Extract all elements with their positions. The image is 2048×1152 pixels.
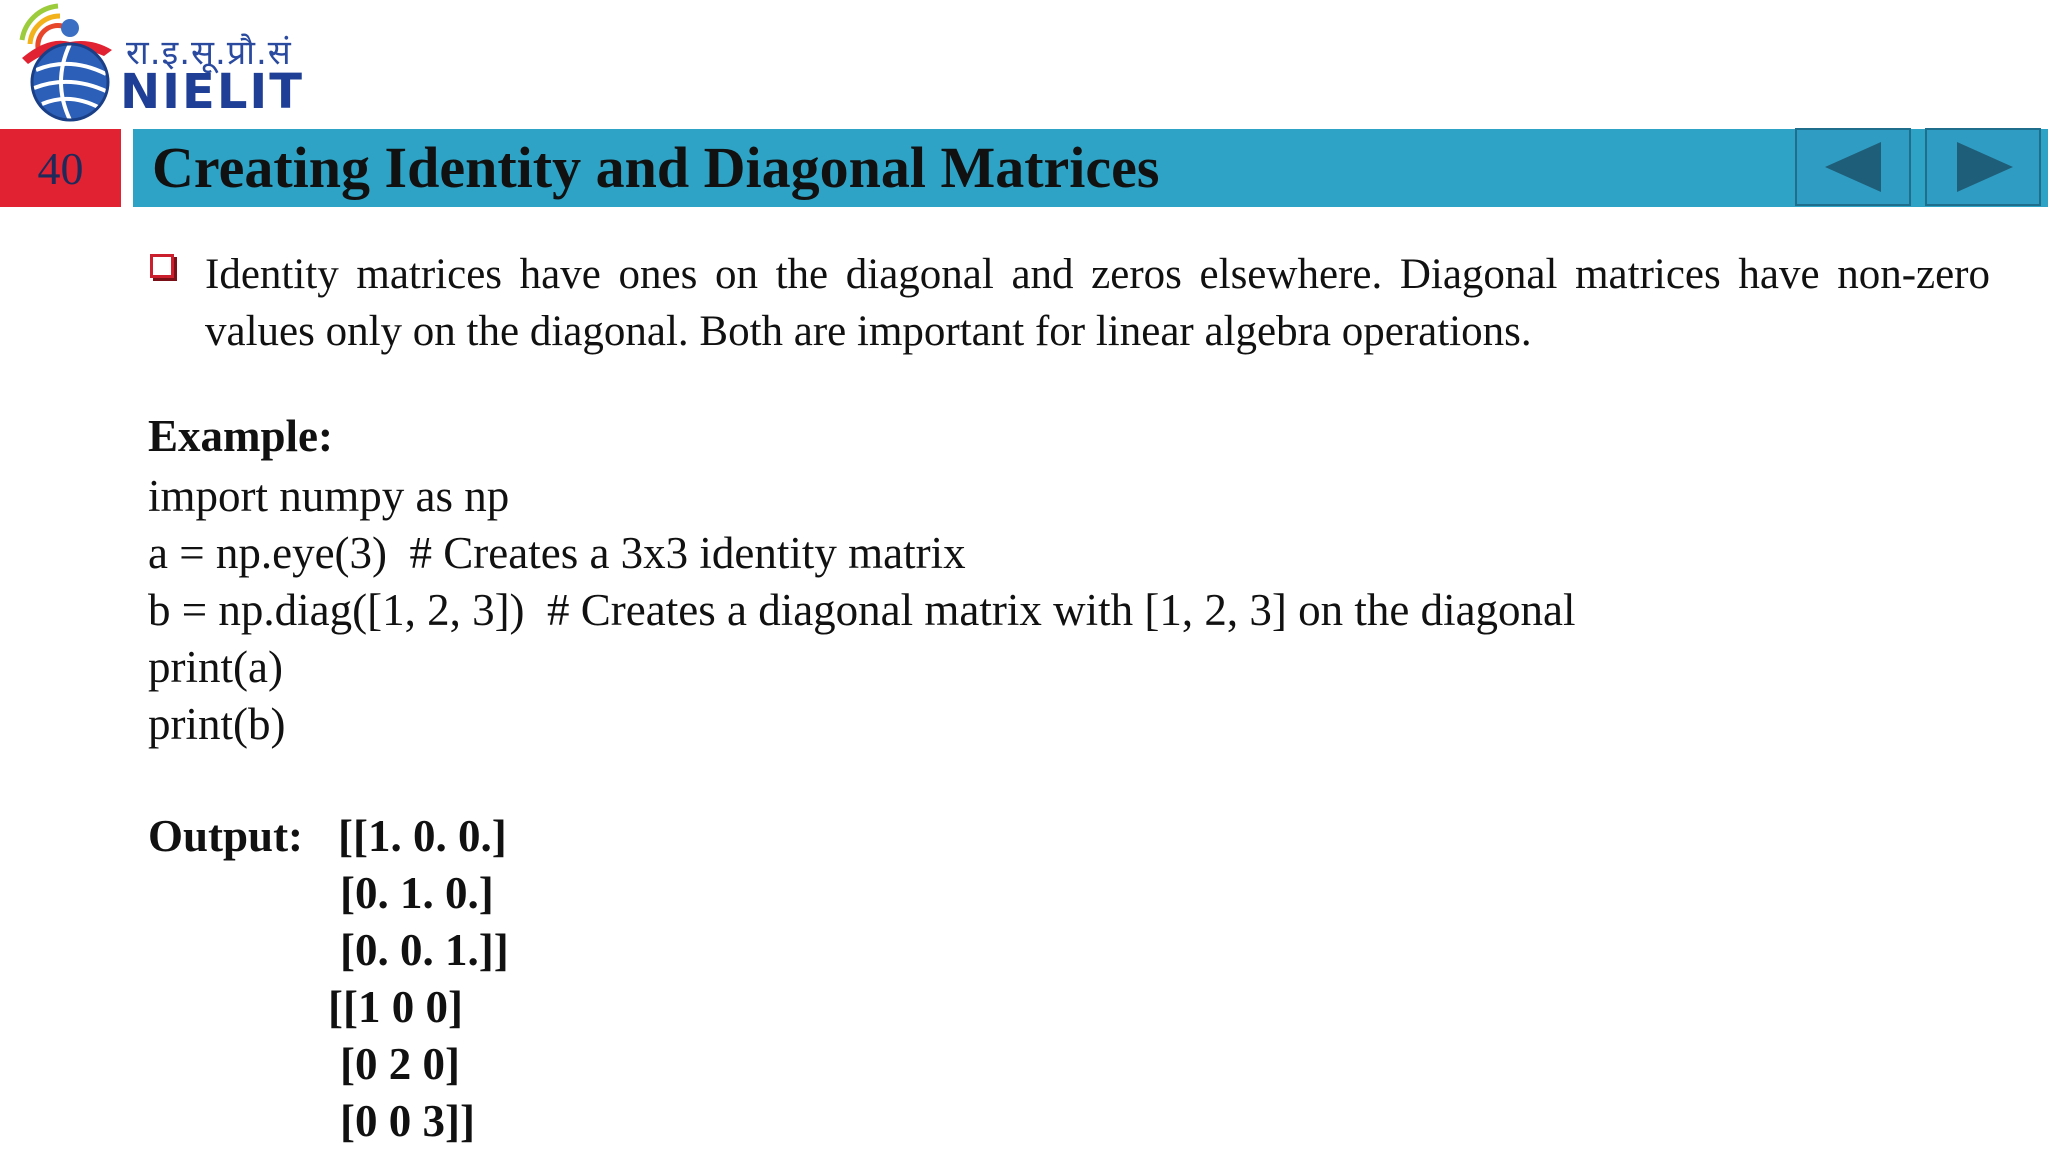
logo-hindi-text: रा.इ.सू.प्रौ.सं — [126, 33, 292, 73]
code-line: import numpy as np — [148, 471, 510, 521]
output-line: [0. 1. 0.] — [340, 868, 494, 918]
output-label: Output: — [148, 811, 304, 861]
triangle-left-icon — [1797, 130, 1909, 204]
example-heading: Example: — [148, 411, 333, 461]
code-line: b = np.diag([1, 2, 3]) # Creates a diagonal matrix with [1, 2, 3] on the diagonal — [148, 585, 1576, 635]
code-line: a = np.eye(3) # Creates a 3x3 identity matrix — [148, 528, 966, 578]
output-line: [0. 0. 1.]] — [340, 925, 509, 975]
slide-number: 40 — [0, 129, 121, 207]
triangle-right-icon — [1927, 130, 2039, 204]
code-line: print(a) — [148, 642, 283, 692]
bullet-text: Identity matrices have ones on the diagonal and zeros elsewhere. Diagonal matrices have non-zero values only on the diagonal. Both are important for linear algebra operations. — [205, 251, 1990, 355]
square-bullet-icon — [150, 254, 174, 278]
logo-text: NIELIT — [120, 64, 305, 120]
output-line: [[1 0 0] — [328, 982, 463, 1032]
output-line: [0 0 3]] — [340, 1096, 475, 1146]
next-slide-button[interactable] — [1925, 128, 2041, 206]
output-line: [0 2 0] — [340, 1039, 460, 1089]
previous-slide-button[interactable] — [1795, 128, 1911, 206]
globe-icon — [8, 0, 118, 124]
slide-title: Creating Identity and Diagonal Matrices — [152, 135, 1160, 200]
output-line: [[1. 0. 0.] — [338, 811, 507, 861]
code-line: print(b) — [148, 699, 286, 749]
nielit-logo — [8, 0, 308, 124]
